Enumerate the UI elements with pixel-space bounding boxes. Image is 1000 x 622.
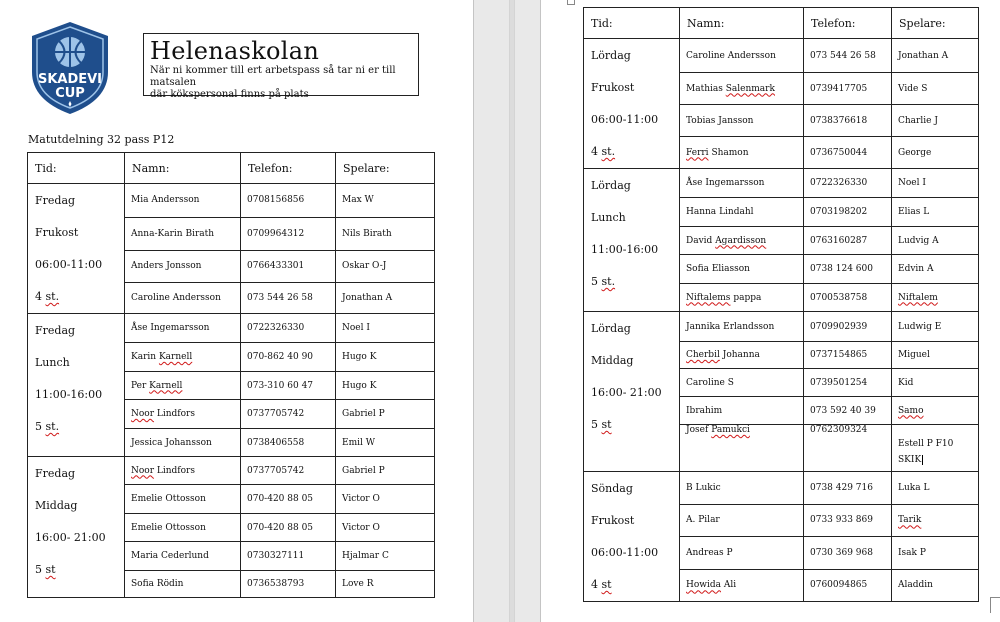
cell-name: Howida Ali [680, 569, 804, 602]
header-tid: Tid: [28, 153, 125, 184]
cell-phone: 0737705742 [241, 457, 336, 485]
subtitle-line-2: där kökspersonal finns på plats [150, 89, 309, 100]
time-count: 4 st. [35, 290, 60, 303]
header-spelare: Spelare: [892, 8, 979, 39]
cell-phone: 0722326330 [804, 169, 892, 198]
schedule-table-2 [583, 7, 979, 602]
title-box [143, 33, 419, 100]
time-day: Fredag [35, 194, 76, 207]
page-edge-left [473, 0, 474, 622]
cell-phone: 070-420 88 05 [241, 485, 336, 514]
cell-name: Noor Lindfors [125, 400, 241, 429]
cell-phone: 0760094865 [804, 569, 892, 602]
header-spelare: Spelare: [336, 153, 435, 184]
cell-phone: 073 544 26 58 [241, 283, 336, 314]
cell-phone: 0737705742 [241, 400, 336, 429]
time-count: 5 st [591, 418, 612, 431]
cell-name: Josef Pamukci [680, 425, 804, 472]
cell-name: Hanna Lindahl [680, 198, 804, 227]
cell-player: Max W [336, 184, 435, 218]
time-slot-cell [584, 39, 680, 169]
cell-player: Charlie J [892, 105, 979, 137]
cell-name: Maria Cederlund [125, 542, 241, 571]
cell-player: Hugo K [336, 372, 435, 400]
cell-name: Andreas P [680, 537, 804, 570]
cell-player: Ludvig A [892, 227, 979, 255]
cell-player: George [892, 137, 979, 169]
cell-phone: 0709964312 [241, 217, 336, 250]
cell-phone: 0733 933 869 [804, 504, 892, 537]
table-row [584, 472, 979, 505]
cell-name: Anders Jonsson [125, 250, 241, 283]
cell-player: Elias L [892, 198, 979, 227]
cell-phone: 0738 124 600 [804, 255, 892, 284]
cell-player: Hugo K [336, 343, 435, 372]
cell-phone: 070-420 88 05 [241, 514, 336, 542]
cell-player: Noel I [892, 169, 979, 198]
cell-name: Per Karnell [125, 372, 241, 400]
logo-line1: SKADEVI [37, 72, 103, 87]
cell-player: Ludwig E [892, 312, 979, 342]
cell-name: Emelie Ottosson [125, 485, 241, 514]
cell-phone: 0762309324 [804, 425, 892, 472]
time-count: 4 st. [591, 145, 616, 158]
cell-phone: 0738376618 [804, 105, 892, 137]
cell-name: Åse Ingemarsson [125, 314, 241, 343]
cell-name: Cherbil Johanna [680, 342, 804, 369]
cell-phone: 0738 429 716 [804, 472, 892, 505]
cell-name: Tobias Jansson [680, 105, 804, 137]
cell-name: Noor Lindfors [125, 457, 241, 485]
page-title: Helenaskolan [150, 37, 320, 65]
cell-player: Miguel [892, 342, 979, 369]
page-gap [473, 0, 541, 622]
cell-name: David Agardisson [680, 227, 804, 255]
time-meal: Lunch [35, 356, 70, 369]
time-slot-cell [28, 457, 125, 598]
cell-player: Samo [892, 397, 979, 425]
page-separator [509, 0, 515, 622]
cell-phone: 073 544 26 58 [804, 39, 892, 73]
cell-phone: 0730 369 968 [804, 537, 892, 570]
time-count: 5 st. [591, 275, 616, 288]
time-count: 5 st [35, 563, 56, 576]
cell-phone: 0763160287 [804, 227, 892, 255]
cell-player: Oskar O-J [336, 250, 435, 283]
cell-phone: 070-862 40 90 [241, 343, 336, 372]
time-slot-cell [584, 472, 680, 602]
cell-name: Emelie Ottosson [125, 514, 241, 542]
logo-line2: CUP [55, 86, 85, 101]
page-corner-mark [990, 597, 1000, 613]
cell-name: Jessica Johansson [125, 429, 241, 457]
cell-player: Aladdin [892, 569, 979, 602]
time-range: 06:00-11:00 [35, 258, 103, 271]
cell-phone: 0739417705 [804, 73, 892, 105]
time-range: 06:00-11:00 [591, 546, 659, 559]
time-count: 5 st. [35, 420, 60, 433]
cell-player: Victor O [336, 514, 435, 542]
cell-phone: 0722326330 [241, 314, 336, 343]
cell-name: Ferri Shamon [680, 137, 804, 169]
cell-player: Emil W [336, 429, 435, 457]
table-row [584, 312, 979, 342]
cell-phone: 0700538758 [804, 284, 892, 312]
time-meal: Frukost [35, 226, 79, 239]
table-row [584, 39, 979, 73]
cell-phone: 0736538793 [241, 571, 336, 598]
cell-player: Victor O [336, 485, 435, 514]
player-line-1: Estell P F10 [898, 439, 954, 449]
time-range: 16:00- 21:00 [35, 531, 106, 544]
cell-phone: 073-310 60 47 [241, 372, 336, 400]
cell-name: Mia Andersson [125, 184, 241, 218]
cell-phone: 0737154865 [804, 342, 892, 369]
schedule-table-1 [27, 152, 435, 598]
time-slot-cell [28, 314, 125, 457]
cell-player [892, 425, 979, 472]
cell-player: Noel I [336, 314, 435, 343]
cell-player: Luka L [892, 472, 979, 505]
cell-name: Ibrahim [680, 397, 804, 425]
cell-player: Gabriel P [336, 400, 435, 429]
table-row [28, 184, 435, 218]
document-page-1[interactable] [0, 0, 473, 622]
cell-player: Jonathan A [892, 39, 979, 73]
time-slot-cell [584, 312, 680, 472]
cell-name: Åse Ingemarsson [680, 169, 804, 198]
cell-player: Nils Birath [336, 217, 435, 250]
cell-phone: 0708156856 [241, 184, 336, 218]
time-meal: Middag [591, 354, 634, 367]
header-namn: Namn: [680, 8, 804, 39]
cell-player: Love R [336, 571, 435, 598]
time-slot-cell [28, 184, 125, 314]
cell-name: Karin Karnell [125, 343, 241, 372]
cell-phone: 0738406558 [241, 429, 336, 457]
cell-phone: 0730327111 [241, 542, 336, 571]
cell-player: Isak P [892, 537, 979, 570]
cell-name: Mathias Salenmark [680, 73, 804, 105]
cell-player: Kid [892, 369, 979, 397]
time-range: 11:00-16:00 [35, 388, 103, 401]
time-meal: Middag [35, 499, 78, 512]
subtitle-line-1: När ni kommer till ert arbetspass så tar ni er till matsalen [150, 65, 396, 88]
cell-name: Anna-Karin Birath [125, 217, 241, 250]
cell-player: Tarik [892, 504, 979, 537]
header-namn: Namn: [125, 153, 241, 184]
header-telefon: Telefon: [804, 8, 892, 39]
time-day: Lördag [591, 49, 631, 62]
time-slot-cell [584, 169, 680, 312]
time-day: Söndag [591, 482, 633, 495]
time-meal: Frukost [591, 514, 635, 527]
cell-name: Caroline S [680, 369, 804, 397]
cell-name: Niftalems pappa [680, 284, 804, 312]
cell-player: Jonathan A [336, 283, 435, 314]
time-meal: Lunch [591, 211, 626, 224]
cell-name: Caroline Andersson [680, 39, 804, 73]
cell-player: Gabriel P [336, 457, 435, 485]
cell-phone: 0709902939 [804, 312, 892, 342]
text-cursor [922, 455, 923, 465]
cell-phone: 073 592 40 39 [804, 397, 892, 425]
cell-name: B Lukic [680, 472, 804, 505]
cell-name: Sofia Eliasson [680, 255, 804, 284]
table-row [28, 314, 435, 343]
time-range: 06:00-11:00 [591, 113, 659, 126]
cell-player: Niftalem [892, 284, 979, 312]
time-count: 4 st [591, 578, 612, 591]
cell-phone: 0766433301 [241, 250, 336, 283]
table-move-handle[interactable] [567, 0, 575, 5]
table-row [584, 169, 979, 198]
cell-phone: 0703198202 [804, 198, 892, 227]
cell-name: Caroline Andersson [125, 283, 241, 314]
header-tid: Tid: [584, 8, 680, 39]
table-row [28, 457, 435, 485]
time-day: Fredag [35, 324, 76, 337]
time-day: Lördag [591, 179, 631, 192]
cell-player: Hjalmar C [336, 542, 435, 571]
time-day: Fredag [35, 467, 76, 480]
time-range: 11:00-16:00 [591, 243, 659, 256]
cell-name: Jannika Erlandsson [680, 312, 804, 342]
document-page-2[interactable] [541, 0, 1000, 622]
time-day: Lördag [591, 322, 631, 335]
cell-phone: 0739501254 [804, 369, 892, 397]
cell-name: A. Pilar [680, 504, 804, 537]
cell-player: Edvin A [892, 255, 979, 284]
schedule-caption: Matutdelning 32 pass P12 [28, 133, 175, 146]
player-line-2[interactable]: SKIK [898, 455, 922, 465]
cell-player: Vide S [892, 73, 979, 105]
cell-phone: 0736750044 [804, 137, 892, 169]
time-range: 16:00- 21:00 [591, 386, 662, 399]
skadevi-cup-logo [28, 20, 112, 116]
cell-name: Sofia Rödin [125, 571, 241, 598]
time-meal: Frukost [591, 81, 635, 94]
header-telefon: Telefon: [241, 153, 336, 184]
